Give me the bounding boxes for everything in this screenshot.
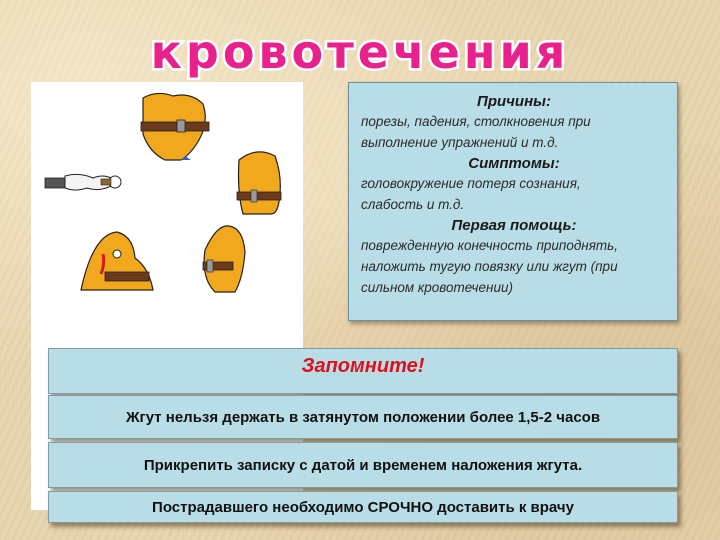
arm-figure-1 — [141, 93, 209, 160]
causes-text-line-2: выполнение упражнений и т.д. — [361, 135, 559, 150]
causes-heading: Причины: — [477, 93, 551, 110]
first-aid-text-line-1: поврежденную конечность приподнять, — [361, 238, 619, 253]
first-aid-text-line-3: сильном кровотечении) — [361, 280, 513, 295]
rule-attach-note: Прикрепить записку с датой и временем наложения жгута. — [48, 442, 678, 488]
arm-figure-2 — [237, 152, 281, 214]
info-box — [348, 82, 678, 321]
symptoms-heading: Симптомы: — [468, 155, 560, 172]
rule-tourniquet-time: Жгут нельзя держать в затянутом положении более 1,5-2 часов — [48, 395, 678, 439]
page-title: кровотечения — [150, 26, 570, 79]
first-aid-heading: Первая помощь: — [451, 217, 577, 234]
arm-figure-4 — [203, 226, 245, 292]
symptoms-text-line-2: слабость и т.д. — [361, 197, 465, 212]
causes-text-line-1: порезы, падения, столкновения при — [361, 114, 591, 129]
page-title-container — [0, 26, 720, 82]
remember-heading: Запомните! — [48, 348, 678, 394]
bandage-roll — [45, 174, 121, 190]
rule-deliver-to-doctor: Пострадавшего необходимо СРОЧНО доставить к врачу — [48, 491, 678, 523]
arm-figure-3 — [81, 232, 153, 290]
page-title-art — [0, 26, 720, 82]
symptoms-text-line-1: головокружение потеря сознания, — [361, 176, 581, 191]
first-aid-text-line-2: наложить тугую повязку или жгут (при — [361, 259, 618, 274]
